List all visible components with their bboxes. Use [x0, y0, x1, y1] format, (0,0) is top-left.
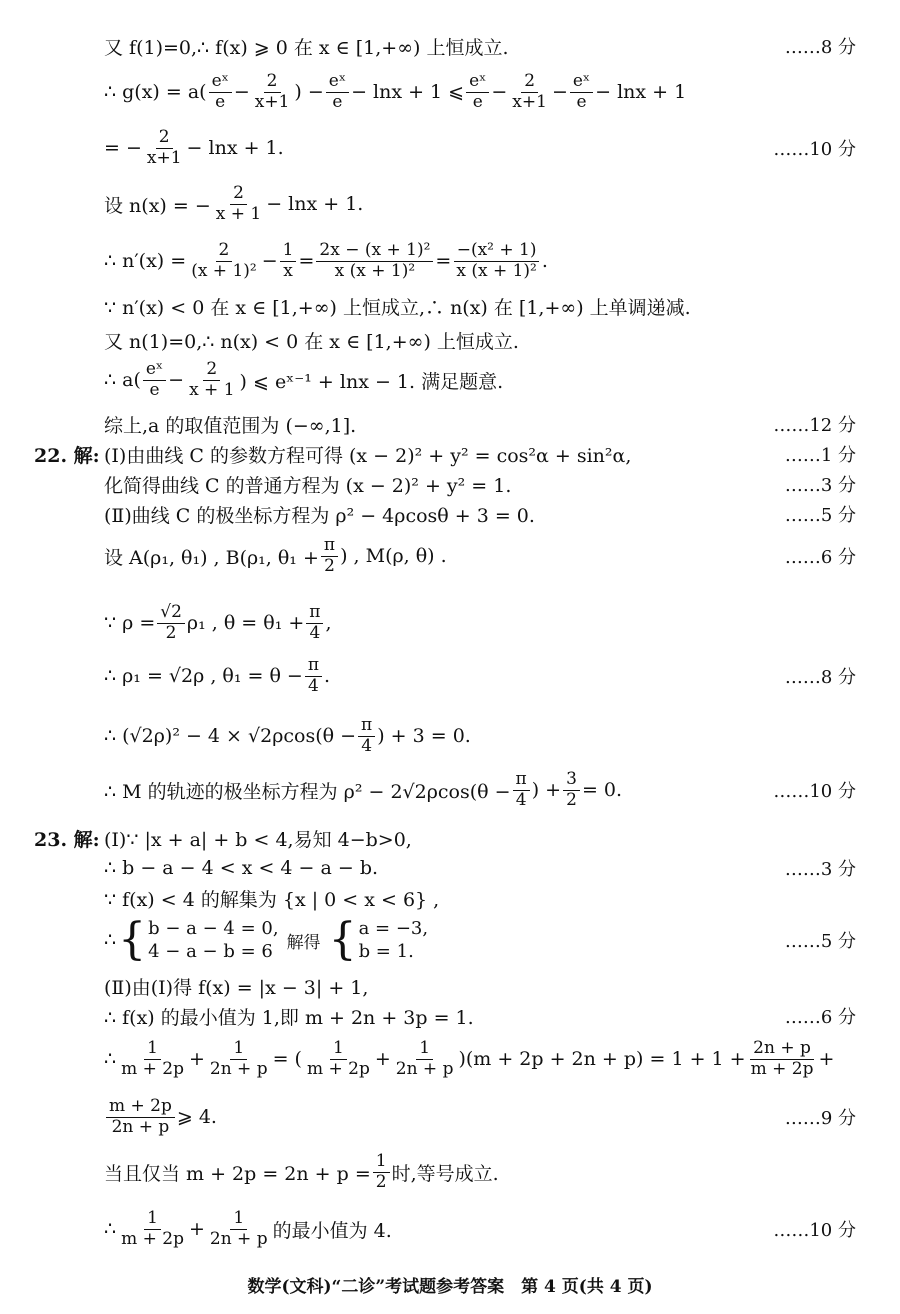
score-marker: ……10 分 [773, 1220, 856, 1241]
answer-line: ∴ a( $\frac{\text{eˣ}}{e}$ − $\frac{2}{x + 1}$ ) ⩽ eˣ⁻¹ + lnx − 1. 满足题意. [104, 358, 504, 400]
answer-line: ∴ n′(x) = $\frac{2}{\text{(x + 1)²}}$ − $\frac{1}{x}$ = $\frac{\text{2x − (x + 1)²}}{\text{x (x + 1)²}}$ = $\frac{\text{−(x² + 1)}}{\text{x (x + 1)²}}$ . [104, 239, 548, 281]
fraction: $\frac{\text{eˣ}}{e}$ [466, 72, 489, 112]
answer-line: ∴ (√2ρ)² − 4 × √2ρcos(θ − $\frac{\pi}{4}$ ) + 3 = 0. [104, 714, 471, 756]
problem-number: 22. 解: [34, 444, 100, 467]
answer-line: 当且仅当 m + 2p = 2n + p = $\frac{1}{2}$ 时,等号成立. [104, 1150, 499, 1192]
answer-line: ∵ n′(x) < 0 在 x ∈ [1,+∞) 上恒成立,∴ n(x) 在 [1,+∞) 上单调递减. [104, 296, 691, 319]
fraction: $\frac{√2}{2}$ [157, 603, 185, 643]
score-marker: ……10 分 [773, 781, 856, 802]
fraction: $\frac{2}{x+1}$ [512, 70, 547, 112]
equation-system: { b − a − 4 = 0, 4 − a − b = 6 [118, 914, 279, 965]
score-marker: ……12 分 [773, 415, 856, 436]
answer-line: ∵ f(x) < 4 的解集为 {x | 0 < x < 6} , [104, 888, 440, 911]
answer-line: ∴ b − a − 4 < x < 4 − a − b. ……3 分 [0, 848, 900, 888]
answer-line: ∵ ρ = $\frac{√2}{2}$ ρ₁ , θ = θ₁ + $\frac{\pi}{4}$ , [104, 601, 332, 643]
fraction: $\frac{2}{x+1}$ [146, 126, 182, 168]
answer-line: (Ⅱ)由(Ⅰ)得 f(x) = |x − 3| + 1, [104, 976, 369, 999]
fraction: $\frac{\text{−(x² + 1)}}{\text{x (x + 1)²}}$ [453, 241, 540, 281]
fraction: $\frac{\pi}{4}$ [306, 603, 323, 643]
fraction: $\frac{2}{\text{(x + 1)²}}$ [191, 239, 257, 281]
score-marker: ……1 分 [784, 445, 856, 466]
answer-line: ∴ ρ₁ = √2ρ , θ₁ = θ − $\frac{\pi}{4}$ . ……8 分 [0, 652, 900, 700]
fraction: $\frac{1}{2n + p}$ [209, 1037, 268, 1079]
fraction: $\frac{\text{eˣ}}{e}$ [143, 360, 166, 400]
score-marker: ……10 分 [773, 139, 856, 160]
score-marker: ……8 分 [784, 667, 856, 688]
score-marker: ……5 分 [784, 505, 856, 526]
fraction: $\frac{m + 2p}{2n + p}$ [106, 1097, 175, 1137]
answer-line: 又 n(1)=0,∴ n(x) < 0 在 x ∈ [1,+∞) 上恒成立. [104, 330, 519, 353]
fraction: $\frac{1}{2n + p}$ [209, 1207, 268, 1249]
fraction: $\frac{\pi}{4}$ [305, 656, 322, 696]
fraction: $\frac{1}{2n + p}$ [395, 1037, 454, 1079]
answer-line: (Ⅱ)曲线 C 的极坐标方程为 ρ² − 4ρcosθ + 3 = 0. ……5 分 [0, 494, 900, 534]
fraction: $\frac{2}{x+1}$ [254, 70, 290, 112]
answer-line: = − $\frac{2}{x+1}$ − lnx + 1. ……10 分 [0, 124, 900, 172]
fraction: $\frac{1}{x}$ [280, 241, 297, 281]
fraction: $\frac{1}{2}$ [373, 1152, 390, 1192]
fraction: $\frac{1}{m + 2p}$ [121, 1207, 184, 1249]
answer-line: 22. 解: (Ⅰ)由曲线 C 的参数方程可得 (x − 2)² + y² = cos²α + sin²α, ……1 分 [0, 434, 900, 474]
fraction: $\frac{\text{eˣ}}{e}$ [209, 72, 232, 112]
answer-line: 综上,a 的取值范围为 (−∞,1]. ……12 分 [0, 404, 900, 444]
fraction: $\frac{1}{m + 2p}$ [121, 1037, 184, 1079]
answer-line: 23. 解: (Ⅰ)∵ |x + a| + b < 4,易知 4−b>0, [0, 818, 900, 858]
answer-line: 设 n(x) = − $\frac{2}{x + 1}$ − lnx + 1. [104, 182, 364, 224]
fraction: $\frac{\text{eˣ}}{e}$ [570, 72, 593, 112]
score-marker: ……3 分 [784, 475, 856, 496]
fraction: $\frac{\text{2x − (x + 1)²}}{\text{x (x + 1)²}}$ [316, 241, 433, 281]
answer-line: ∴ $\frac{1}{m + 2p}$ + $\frac{1}{2n + p}$ 的最小值为 4. ……10 分 [0, 1204, 900, 1254]
score-marker: ……6 分 [784, 547, 856, 568]
score-marker: ……6 分 [784, 1007, 856, 1028]
fraction: $\frac{2n + p}{m + 2p}$ [750, 1037, 814, 1079]
score-marker: ……3 分 [784, 859, 856, 880]
solution-system: { a = −3, b = 1. [328, 914, 429, 965]
answer-line: $\frac{m + 2p}{2n + p}$ ⩾ 4. ……9 分 [0, 1092, 900, 1142]
fraction: $\frac{\pi}{4}$ [358, 716, 375, 756]
fraction: $\frac{\pi}{4}$ [513, 770, 530, 810]
problem-number: 23. 解: [34, 828, 100, 851]
answer-line: ∴ $\frac{1}{m + 2p}$ + $\frac{1}{2n + p}$ = ( $\frac{1}{m + 2p}$ + $\frac{1}{2n + p}$ )(m + 2p + 2n + p) = 1 + 1 + $\frac{2n + p}{m + 2p}$ + [104, 1037, 835, 1079]
page-footer: 数学(文科)“二诊”考试题参考答案 第 4 页(共 4 页) [247, 1277, 653, 1297]
score-marker: ……5 分 [784, 931, 856, 952]
fraction: $\frac{2}{x + 1}$ [215, 182, 262, 224]
score-marker: ……8 分 [784, 37, 856, 58]
answer-line: 设 A(ρ₁, θ₁) , B(ρ₁, θ₁ + $\frac{\pi}{2}$ ) , M(ρ, θ) . ……6 分 [0, 532, 900, 580]
answer-line: ∴ g(x) = a( $\frac{\text{eˣ}}{e}$ − $\frac{2}{x+1}$ ) − $\frac{\text{eˣ}}{e}$ − lnx + 1 ⩽ $\frac{\text{eˣ}}{e}$ − $\frac{2}{x+1}$ − $\frac{\text{eˣ}}{e}$ − lnx + 1 [104, 70, 687, 112]
score-marker: ……9 分 [784, 1108, 856, 1129]
answer-line: 化简得曲线 C 的普通方程为 (x − 2)² + y² = 1. ……3 分 [0, 464, 900, 504]
fraction: $\frac{1}{m + 2p}$ [306, 1037, 370, 1079]
fraction: $\frac{\text{eˣ}}{e}$ [326, 72, 349, 112]
fraction: $\frac{\pi}{2}$ [321, 536, 338, 576]
fraction: $\frac{2}{x + 1}$ [189, 358, 235, 400]
fraction: $\frac{3}{2}$ [563, 770, 580, 810]
answer-line: ∴ { b − a − 4 = 0, 4 − a − b = 6 解得 { a = −3, b = 1. ……5 分 [104, 914, 856, 965]
answer-line: ∴ M 的轨迹的极坐标方程为 ρ² − 2√2ρcos(θ − $\frac{\pi}{4}$ ) + $\frac{3}{2}$ = 0. ……10 分 [0, 766, 900, 814]
answer-line: ∴ f(x) 的最小值为 1,即 m + 2n + 3p = 1. ……6 分 [0, 996, 900, 1036]
answer-line: 又 f(1)=0,∴ f(x) ⩾ 0 在 x ∈ [1,+∞) 上恒成立. ……8 分 [0, 26, 900, 66]
